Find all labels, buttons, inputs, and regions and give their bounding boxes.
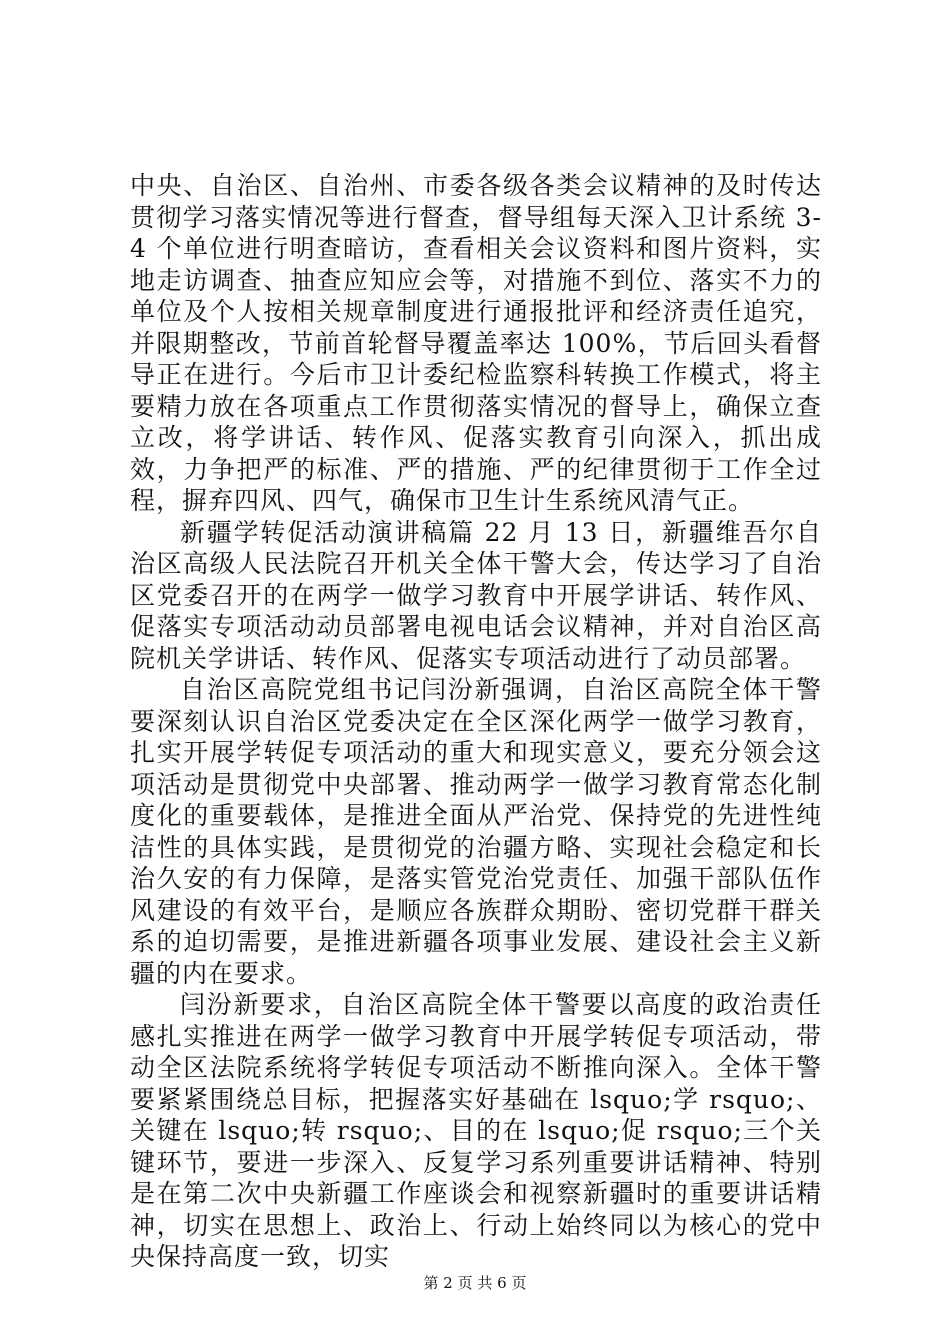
paragraph-1: 中央、自治区、自治州、市委各级各类会议精神的及时传达贯彻学习落实情况等进行督查，督导组每天深入卫计系统 3-4 个单位进行明查暗访，查看相关会议资料和图片资料，实地走访调查、抽查应知应会等，对措施不到位、落实不力的单位及个人按相关规章制度进行通报批评和经济责任追究，并限期整改，节前首轮督导覆盖率达 100%，节后回头看督导正在进行。今后市卫计委纪检监察科转换工作模式，将主要精力放在各项重点工作贯彻落实情况的督导上，确保立查立改，将学讲话、转作风、促落实教育引向深入，抓出成效，力争把严的标准、严的措施、严的纪律贯彻于工作全过程，摒弃四风、四气，确保市卫生计生系统风清气正。 xyxy=(130,171,822,515)
paragraph-3: 自治区高院党组书记闫汾新强调，自治区高院全体干警要深刻认识自治区党委决定在全区深化两学一做学习教育，扎实开展学转促专项活动的重大和现实意义，要充分领会这项活动是贯彻党中央部署、推动两学一做学习教育常态化制度化的重要载体，是推进全面从严治党、保持党的先进性纯洁性的具体实践，是贯彻党的治疆方略、实现社会稳定和长治久安的有力保障，是落实管党治党责任、加强干部队伍作风建设的有效平台，是顺应各族群众期盼、密切党群干群关系的迫切需要，是推进新疆各项事业发展、建设社会主义新疆的内在要求。 xyxy=(130,675,822,988)
paragraph-4: 闫汾新要求，自治区高院全体干警要以高度的政治责任感扎实推进在两学一做学习教育中开展学转促专项活动，带动全区法院系统将学转促专项活动不断推向深入。全体干警要紧紧围绕总目标，把握落实好基础在 lsquo;学 rsquo;、关键在 lsquo;转 rsquo;、目的在 lsquo;促 rsquo;三个关键环节，要进一步深入、反复学习系列重要讲话精神、特别是在第二次中央新疆工作座谈会和视察新疆时的重要讲话精神，切实在思想上、政治上、行动上始终同以为核心的党中央保持高度一致，切实 xyxy=(130,990,822,1271)
page-footer: 第 2 页 共 6 页 xyxy=(423,1274,527,1292)
document-body xyxy=(130,170,822,1273)
paragraph-2: 新疆学转促活动演讲稿篇 22 月 13 日，新疆维吾尔自治区高级人民法院召开机关全体干警大会，传达学习了自治区党委召开的在两学一做学习教育中开展学讲话、转作风、促落实专项活动动员部署电视电话会议精神，并对自治区高院机关学讲话、转作风、促落实专项活动进行了动员部署。 xyxy=(130,517,822,673)
